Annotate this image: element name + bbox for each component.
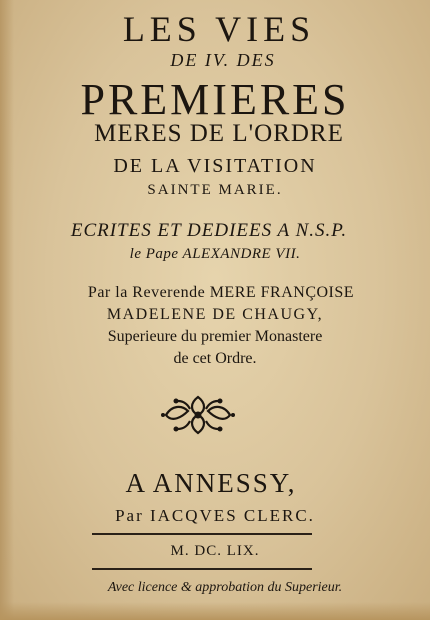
author-line-4: de cet Ordre.: [173, 350, 257, 367]
title-line-sainte-marie: SAINTE MARIE.: [147, 182, 283, 198]
author-line-1: Par la Reverende MERE FRANÇOISE: [87, 284, 355, 301]
imprint-place: A ANNESSY,: [125, 468, 297, 498]
divider-rule-top: [92, 533, 312, 535]
imprint-privilege: Avec licence & approbation du Superieur.: [107, 580, 343, 595]
dedication-line-2: le Pape ALEXANDRE VII.: [129, 246, 301, 262]
title-line-premieres: PREMIERES: [80, 75, 350, 124]
author-line-2: MADELENE DE CHAUGY,: [106, 306, 324, 323]
imprint-printer: Par IACQVES CLERC.: [115, 506, 315, 525]
title-line-meres: MERES DE L'ORDRE: [94, 120, 344, 147]
imprint-year: M. DC. LIX.: [170, 543, 260, 559]
page-bottom-shadow: [0, 602, 430, 620]
title-line-visitation: DE LA VISITATION: [113, 155, 317, 177]
title-line-de-iv-des: DE IV. DES: [170, 50, 276, 70]
fleuron-ornament-icon: [160, 393, 236, 437]
title-line-les-vies: LES VIES: [122, 9, 316, 49]
divider-rule-bottom: [92, 568, 312, 570]
dedication-line-1: ECRITES ET DEDIEES A N.S.P.: [70, 220, 348, 241]
author-line-3: Superieure du premier Monastere: [107, 328, 323, 345]
